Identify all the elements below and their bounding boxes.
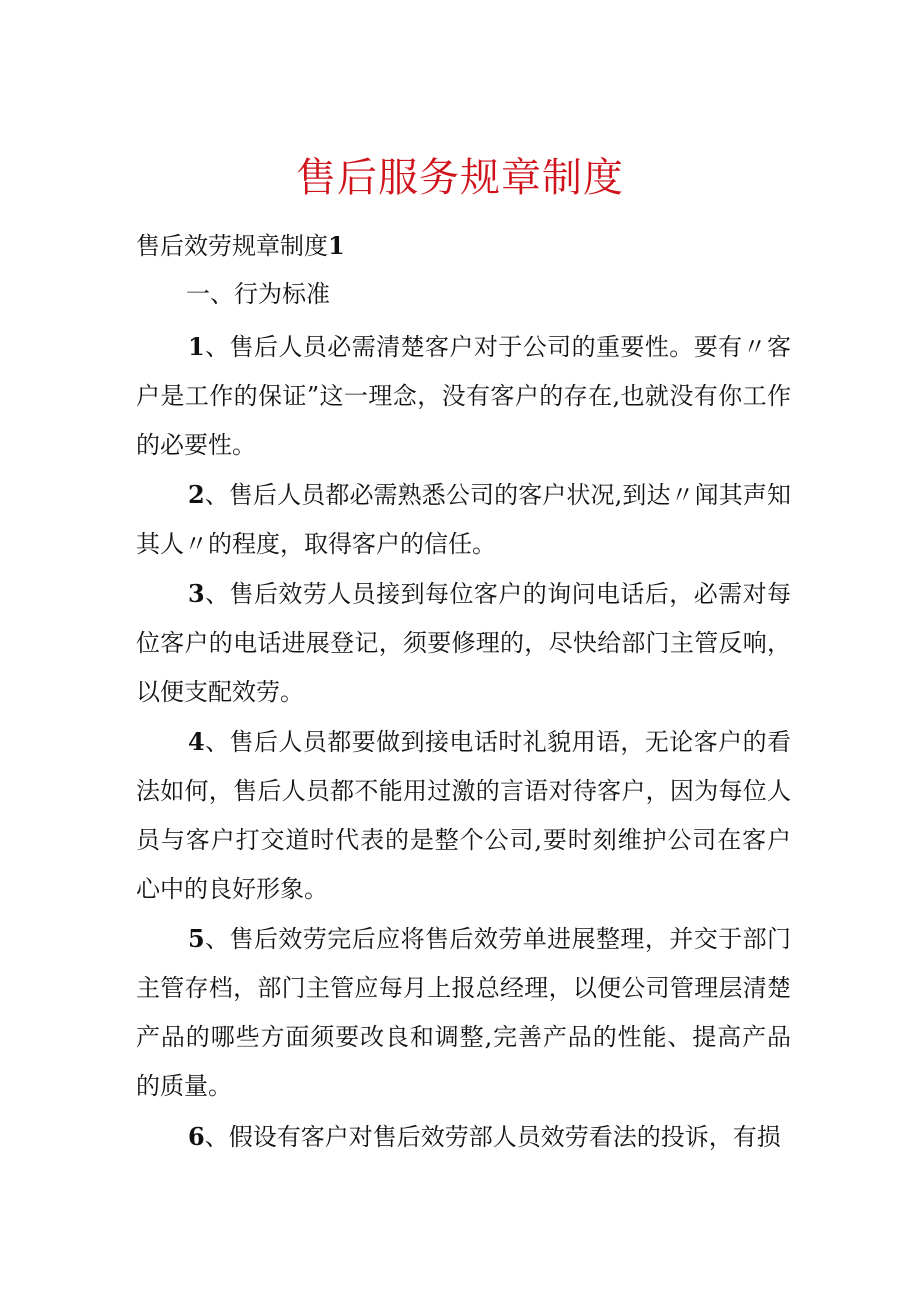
paragraph-number: 6 [188,1122,205,1151]
paragraph-text: 、售后人员必需清楚客户对于公司的重要性。要有〃客户是工作的保证”这一理念，没有客户的存在,也就没有你工作的必要性。 [136,333,791,459]
paragraph-6 [136,1112,791,1162]
paragraph-text: 、售后人员都必需熟悉公司的客户状况,到达〃闻其声知其人〃的程度，取得客户的信任。 [136,481,791,558]
paragraph-text: 、售后效劳人员接到每位客户的询问电话后，必需对每位客户的电话进展登记，须要修理的，尽快给部门主管反响，以便支配效劳。 [136,580,791,706]
paragraph-4 [136,717,791,914]
paragraph-number: 1 [188,332,205,361]
subtitle-number: 1 [328,231,345,260]
section-heading: 一、行为标准 [186,280,330,308]
paragraph-number: 2 [188,480,205,509]
paragraph-text: 、假设有客户对售后效劳部人员效劳看法的投诉，有损 [204,1123,781,1151]
paragraph-1 [136,322,791,470]
paragraph-number: 5 [188,924,205,953]
paragraph-text: 、售后人员都要做到接电话时礼貌用语，无论客户的看法如何，售后人员都不能用过激的言语对待客户，因为每位人员与客户打交道时代表的是整个公司,要时刻维护公司在客户心中的良好形象。 [136,728,791,903]
paragraph-5 [136,914,791,1111]
paragraph-number: 3 [188,579,205,608]
document-subtitle [136,226,345,266]
document-title: 售后服务规章制度 [296,155,624,201]
paragraph-2 [136,470,791,569]
paragraph-3 [136,569,791,717]
paragraph-number: 4 [188,727,205,756]
paragraph-text: 、售后效劳完后应将售后效劳单进展整理，并交于部门主管存档，部门主管应每月上报总经理，以便公司管理层清楚产品的哪些方面须要改良和调整,完善产品的性能、提高产品的质量。 [136,925,791,1100]
subtitle-text: 售后效劳规章制度 [136,232,328,260]
